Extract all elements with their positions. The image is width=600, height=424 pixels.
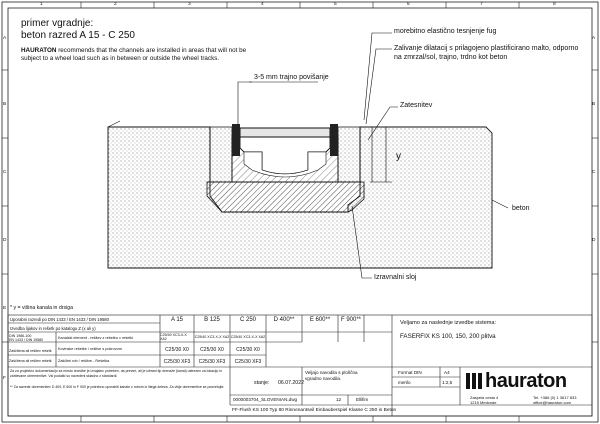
doc-number: 0000003704_SLOVENIAN.dwg bbox=[233, 397, 298, 402]
stanje-label: stanje: bbox=[254, 380, 270, 386]
format-value: A4 bbox=[444, 370, 450, 375]
label-fug: morebitno elastično tesnjenje fug bbox=[394, 28, 497, 35]
label-zalivanje: Zalivanje dilatacij s prilagojeno plastificirano malto, odporno na zmrzal/sol, trajno, trdno kot beton bbox=[394, 45, 579, 61]
row-label: A bbox=[3, 36, 7, 41]
row-label: C bbox=[592, 170, 596, 175]
row-b-desc: Kovinske rešetke / rešitve s pokrovom bbox=[58, 347, 122, 351]
row-label: A bbox=[592, 36, 596, 41]
cell-b-2: C25/30 X0 bbox=[200, 347, 224, 353]
installation-note: HAURATON recommends that the channels are installed in areas that will not be subject to a wheel load such as in between or outside the wheel tracks. bbox=[21, 47, 247, 62]
col-label: 1 bbox=[40, 2, 43, 7]
cell-b-1: C25/30 X0 bbox=[165, 347, 189, 353]
row-label: B bbox=[3, 102, 7, 107]
row-label: D bbox=[592, 238, 596, 243]
side-label: DIN 1986-100 bbox=[9, 334, 32, 338]
row-label: B bbox=[592, 102, 596, 107]
cell-c-1: C25/30 XF3 bbox=[163, 359, 191, 365]
row-c-desc: Zaščitni rob / rešitve - Rešetka bbox=[58, 359, 110, 363]
col-label: 3 bbox=[188, 2, 191, 7]
label-izravnalni: Izravnalni sloj bbox=[374, 274, 417, 281]
format-label: Format DIN bbox=[398, 370, 422, 375]
class-a15: A 15 bbox=[170, 317, 183, 323]
row1-label: Uporabni razredi po DIN 1433 / EN 1433 / DIN 19580 bbox=[10, 317, 109, 322]
footnote: * y = višina kanala in drsiga bbox=[10, 305, 74, 311]
disclaimer-2: ** Za razrede obremenitev D 400, E 600 in F 900 je potrebno uporabiti kanale z robom iz litega železa. Za višje obremenitve se posvetujte. bbox=[10, 385, 225, 389]
col-label: 5 bbox=[334, 2, 337, 7]
class-f900: F 900** bbox=[340, 317, 361, 323]
title-line2: beton razred A 15 - C 250 bbox=[21, 30, 135, 41]
label-zatesnitev: Zatesnitev bbox=[400, 102, 433, 109]
address-1: Zaspela cesta 4 bbox=[470, 395, 499, 400]
sheet-label: Ellifim bbox=[356, 397, 369, 402]
col-label: 2 bbox=[114, 2, 117, 7]
cell-a-2: C25/40 XC3-X-X XA2 bbox=[194, 335, 230, 339]
stanje-value: 06.07.2022 bbox=[278, 380, 304, 386]
right-product: FASERFIX KS 100, 150, 200 plitva bbox=[400, 333, 496, 340]
label-y: y bbox=[396, 151, 401, 162]
merilo-label: merilo bbox=[398, 380, 411, 385]
col-label: 4 bbox=[261, 2, 264, 7]
logo-mark-icon bbox=[466, 373, 482, 389]
row-label: E bbox=[3, 306, 7, 311]
velja-label: Veljajo navodila s ploščna vgradno navodila. bbox=[305, 370, 358, 381]
hauraton-logo: hauraton bbox=[466, 370, 567, 393]
cell-c-2: C25/30 XF3 bbox=[198, 359, 226, 365]
label-raise: 3-5 mm trajno povišanje bbox=[254, 74, 329, 81]
label-beton: beton bbox=[512, 205, 530, 212]
col-label: 8 bbox=[553, 2, 556, 7]
class-c250: C 250 bbox=[239, 317, 256, 323]
side-label: EN 1433 / DIN 19580 bbox=[9, 338, 44, 342]
right-head: Veljamo za naslednje izvedbe sistema: bbox=[400, 320, 497, 326]
disclaimer: Za za projektno dokumentacijo za mesto izvedbe je izvajalec potreben, da preveri, ali je izbrani tip drenaže (kanal) ustrezen za lokacijo in zahtevane obremenitve. Vsi podatki so navedeni skladno z standardi. bbox=[10, 369, 223, 378]
col-label: 7 bbox=[480, 2, 483, 7]
cell-c-3: C25/30 XF3 bbox=[234, 359, 262, 365]
merilo-value: 1:2,5 bbox=[442, 380, 453, 385]
side-label: Zaščitena ali rešitev rešetk bbox=[9, 349, 52, 353]
row-a-desc: Kanalski element - rešitev z rešetko v rešetki bbox=[58, 336, 134, 340]
cell-a-3: C25/40 XC3-X-X XA2 bbox=[230, 335, 266, 339]
title-block: FF-Flush KS 100 Typ 80 Rinnenantseil Einbauberspiel Klasse C 250 in Beton bbox=[232, 408, 397, 413]
row-label: C bbox=[3, 170, 7, 175]
col-label: 6 bbox=[407, 2, 410, 7]
address-2: 1215 Medvode bbox=[470, 400, 497, 405]
cell-a-1: C25/40 XC3-X-X XA2 bbox=[160, 333, 187, 341]
row-label: F bbox=[3, 376, 6, 381]
side-label: Zaščitena ali rešitev rešetk bbox=[9, 359, 52, 363]
cell-b-3: C25/30 X0 bbox=[236, 347, 260, 353]
class-d400: D 400** bbox=[273, 317, 295, 323]
row-label: D bbox=[3, 238, 7, 243]
class-e600: E 600** bbox=[309, 317, 331, 323]
sheet-no: 12 bbox=[336, 397, 342, 402]
class-b125: B 125 bbox=[204, 317, 220, 323]
title-line1: primer vgradnje: bbox=[21, 18, 94, 29]
contact-1: Tel. +386 (0) 1 3617 833 bbox=[533, 395, 577, 400]
row2-label: Izvedba lijakov in rešetk po katalogu Z (x ali y) bbox=[10, 326, 96, 331]
contact-2: office@hauraton.com bbox=[533, 400, 572, 405]
